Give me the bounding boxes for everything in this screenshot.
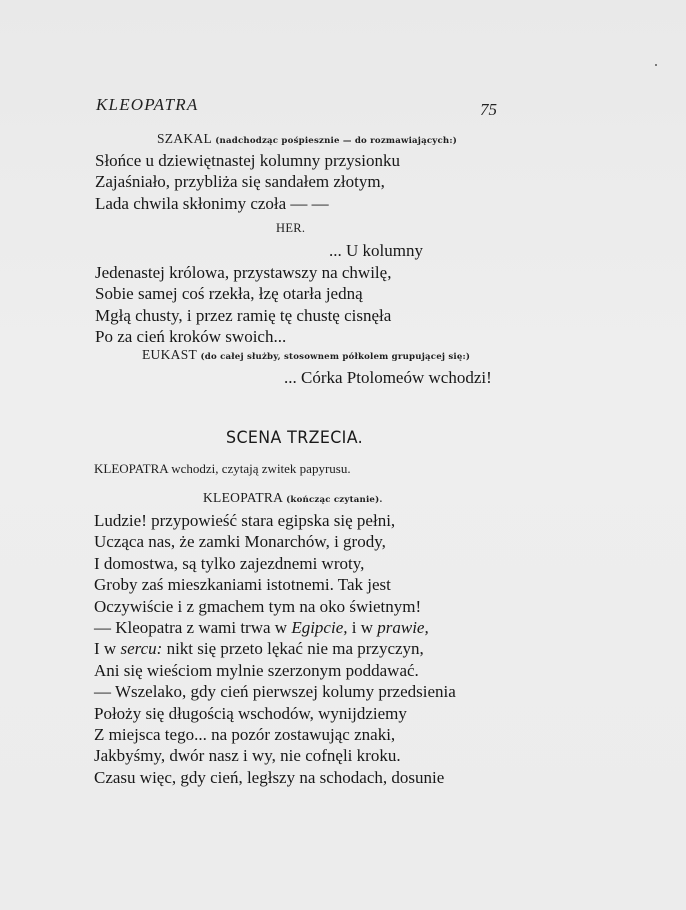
half-line: ... U kolumny (329, 241, 423, 260)
speaker-heading-kleopatra (203, 490, 383, 506)
verse-line: Z miejsca tego... na pozór zostawując znaki, (94, 725, 396, 745)
verse-block-her (95, 262, 391, 348)
running-title: KLEOPATRA (96, 95, 199, 114)
stage-text: wchodzi, czytają zwitek papyrusu. (171, 461, 351, 476)
verse-line: Zajaśniało, przybliża się sandałem złotym, (95, 172, 385, 192)
speaker-name: EUKAST (142, 347, 197, 362)
verse-line: Ludzie! przypowieść stara egipska się pełni, (94, 511, 396, 530)
italic-run: Egipcie, (291, 618, 348, 638)
verse-line: — Wszelako, gdy cień pierwszej kolumy przedsienia (94, 682, 456, 702)
stage-direction-entry (94, 461, 351, 477)
verse-line: Słońce u dziewiętnastej kolumny przysionku (95, 151, 400, 170)
verse-line: Groby zaś mieszkaniami istotnemi. Tak jest (94, 575, 391, 595)
verse-line: Ucząca nas, że zamki Monarchów, i grody, (94, 532, 386, 552)
text-run: i w (347, 618, 378, 638)
italic-run: sercu: (120, 639, 163, 659)
speaker-name: KLEOPATRA (203, 490, 283, 505)
speaker-name-her: HER. (276, 221, 306, 235)
scene-title: SCENA TRZECIA. (226, 428, 364, 447)
verse-line: Ani się wieściom mylnie szerzonym poddawać. (94, 660, 419, 680)
stage-direction: (kończąc czytanie). (286, 495, 383, 505)
verse-line: Oczywiście i z gmachem tym na oko świetnym! (94, 596, 422, 616)
verse-line: Jedenastej królowa, przystawszy na chwilę, (95, 263, 392, 282)
paper-speck (655, 64, 657, 66)
italic-run: prawie, (377, 618, 429, 638)
verse-line: I domostwa, są tylko zajezdnemi wroty, (94, 553, 365, 573)
text-run: — Kleopatra z wami trwa w (94, 618, 292, 638)
verse-line: Mgłą chusty, i przez ramię tę chustę cisnęła (95, 305, 392, 325)
speaker-heading-eukast (142, 347, 470, 363)
verse-line: Czasu więc, gdy cień, ległszy na schodach, dosunie (94, 767, 445, 787)
verse-line: Sobie samej coś rzekła, łzę otarła jedną (95, 284, 363, 304)
stage-direction: (nadchodząc pośpiesznie — do rozmawiających:) (215, 136, 458, 146)
text-run: nikt się przeto lękać nie ma przyczyn, (162, 639, 424, 659)
verse-line: Lada chwila skłonimy czoła — — (95, 193, 329, 213)
verse-block-kleopatra (94, 510, 456, 788)
stage-direction: (do całej służby, stosownem półkolem grupującej się:) (200, 352, 471, 362)
verse-line (94, 617, 456, 638)
character-name: KLEOPATRA (94, 461, 168, 476)
speaker-heading-szakal (157, 131, 457, 147)
verse-line: Po za cień kroków swoich... (95, 327, 287, 347)
verse-line (94, 638, 456, 659)
text-run: I w (94, 639, 121, 659)
half-line: ... Córka Ptolomeów wchodzi! (284, 368, 492, 387)
page-number: 75 (480, 100, 497, 119)
verse-line: Położy się długością wschodów, wynijdziemy (94, 703, 407, 723)
verse-block-szakal (95, 150, 400, 214)
speaker-name: SZAKAL (157, 131, 212, 146)
verse-line: Jakbyśmy, dwór nasz i wy, nie cofnęli kroku. (94, 746, 401, 766)
